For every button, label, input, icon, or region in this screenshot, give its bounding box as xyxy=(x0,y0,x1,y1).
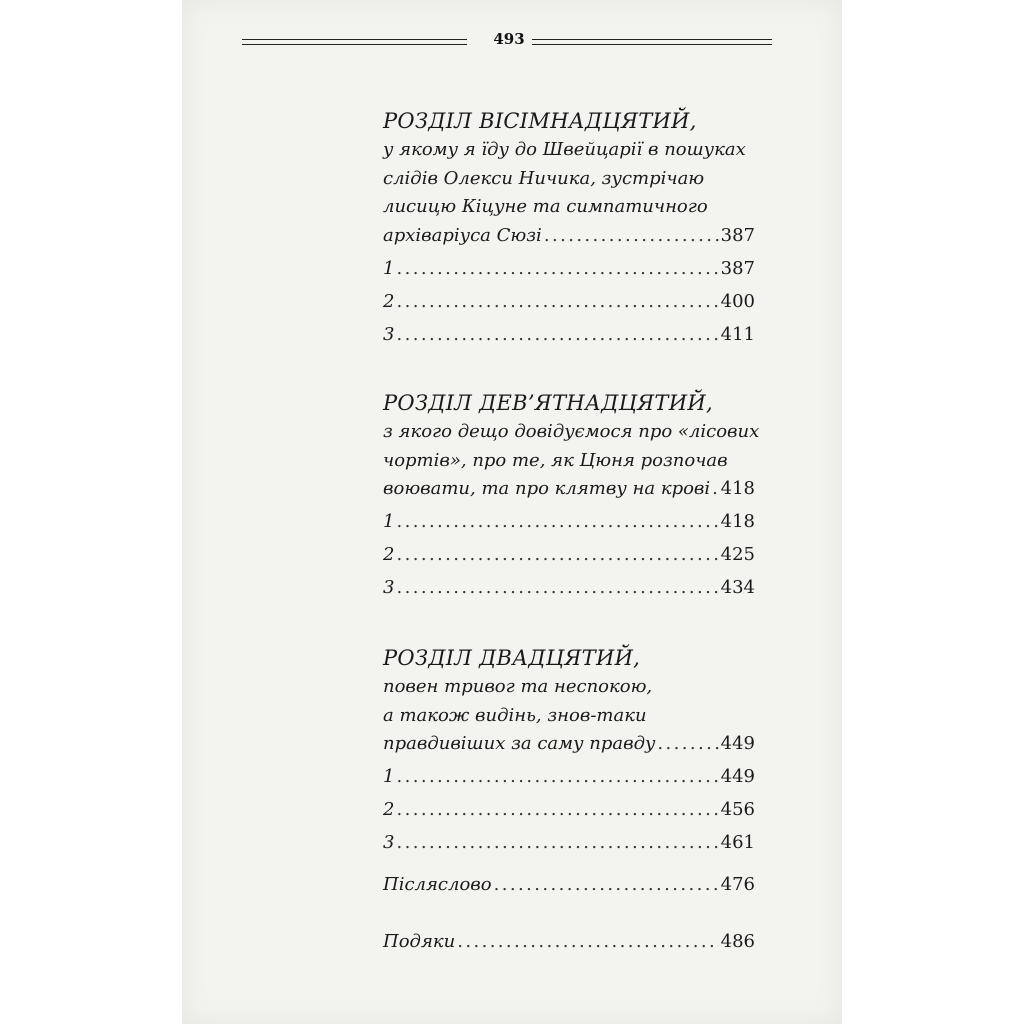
entry-page: 387 xyxy=(720,224,755,246)
toc-entry-afterword[interactable] xyxy=(383,868,755,901)
leader-dots xyxy=(396,505,718,538)
chapter-description-line: з якого дещо довідуємося про «лісових xyxy=(383,421,760,442)
entry-page: 449 xyxy=(720,733,755,754)
entry-page: 476 xyxy=(720,874,755,895)
header-rule-left xyxy=(242,39,467,45)
entry-page: 387 xyxy=(720,257,755,279)
toc-entry-part[interactable] xyxy=(383,505,755,538)
chapter-description-line: лисицю Кіцуне та симпатичного xyxy=(383,196,708,217)
entry-page: 456 xyxy=(720,799,755,820)
toc-entry-part[interactable] xyxy=(383,760,755,793)
leader-dots xyxy=(396,285,718,318)
entry-page: 411 xyxy=(720,323,755,345)
leader-dots xyxy=(457,925,718,958)
leader-dots xyxy=(396,826,718,859)
toc-entry-part[interactable] xyxy=(383,571,755,604)
toc-entry-part[interactable] xyxy=(383,285,755,318)
toc-entry-part[interactable] xyxy=(383,826,755,859)
chapter-title: РОЗДІЛ ДЕВ’ЯТНАДЦЯТИЙ, xyxy=(383,391,713,415)
entry-label: 1 xyxy=(383,511,395,532)
entry-label: 3 xyxy=(383,323,395,345)
header-rule-right xyxy=(532,39,772,45)
chapter-description-line: повен тривог та неспокою, xyxy=(383,676,653,697)
entry-label: 2 xyxy=(383,290,395,312)
toc-entry-part[interactable] xyxy=(383,793,755,826)
toc-entry-acknowledgments[interactable] xyxy=(383,925,755,958)
entry-page: 434 xyxy=(720,577,755,598)
toc-section-19 xyxy=(383,388,760,604)
entry-label: 1 xyxy=(383,257,395,279)
leader-dots xyxy=(544,222,719,251)
page-number: 493 xyxy=(493,30,525,48)
toc-entry-chapter[interactable] xyxy=(383,730,755,760)
entry-label: 2 xyxy=(383,544,395,565)
leader-dots xyxy=(712,475,718,504)
leader-dots xyxy=(396,318,718,351)
entry-label: Післяслово xyxy=(383,874,492,895)
page-header xyxy=(242,30,772,60)
entry-page: 400 xyxy=(720,290,755,312)
entry-page: 425 xyxy=(720,544,755,565)
chapter-title: РОЗДІЛ ДВАДЦЯТИЙ, xyxy=(383,646,641,670)
chapter-description-line: у якому я їду до Швейцарії в пошуках xyxy=(383,139,746,160)
leader-dots xyxy=(657,730,718,759)
entry-label: архіваріуса Сюзі xyxy=(383,224,542,246)
toc-acknowledgments xyxy=(383,925,755,958)
chapter-description-line: а також видінь, знов-таки xyxy=(383,704,647,726)
book-page xyxy=(182,0,842,1024)
entry-page: 418 xyxy=(720,511,755,532)
toc-afterword xyxy=(383,868,755,901)
leader-dots xyxy=(396,252,718,285)
leader-dots xyxy=(396,571,718,604)
entry-label: Подяки xyxy=(383,931,456,952)
chapter-description-line: слідів Олекси Ничика, зустрічаю xyxy=(383,167,705,189)
entry-label: 3 xyxy=(383,832,395,853)
leader-dots xyxy=(396,538,718,571)
entry-label: правдивіших за саму правду xyxy=(383,733,656,754)
toc-section-18 xyxy=(383,106,755,351)
entry-page: 461 xyxy=(720,832,755,853)
entry-label: воювати, та про клятву на крові xyxy=(383,478,711,499)
entry-label: 2 xyxy=(383,799,395,820)
chapter-description-line: чортів», про те, як Цюня розпочав xyxy=(383,449,728,471)
entry-label: 3 xyxy=(383,577,395,598)
toc-section-20 xyxy=(383,643,755,859)
chapter-title: РОЗДІЛ ВІСІМНАДЦЯТИЙ, xyxy=(383,109,697,133)
entry-page: 418 xyxy=(720,478,755,499)
entry-label: 1 xyxy=(383,766,395,787)
toc-entry-chapter[interactable] xyxy=(383,475,755,505)
toc-entry-chapter[interactable] xyxy=(383,222,755,252)
toc-entry-part[interactable] xyxy=(383,318,755,351)
leader-dots xyxy=(396,793,718,826)
entry-page: 486 xyxy=(720,931,755,952)
toc-entry-part[interactable] xyxy=(383,538,755,571)
toc-entry-part[interactable] xyxy=(383,252,755,285)
entry-page: 449 xyxy=(720,766,755,787)
leader-dots xyxy=(494,868,719,901)
leader-dots xyxy=(396,760,718,793)
